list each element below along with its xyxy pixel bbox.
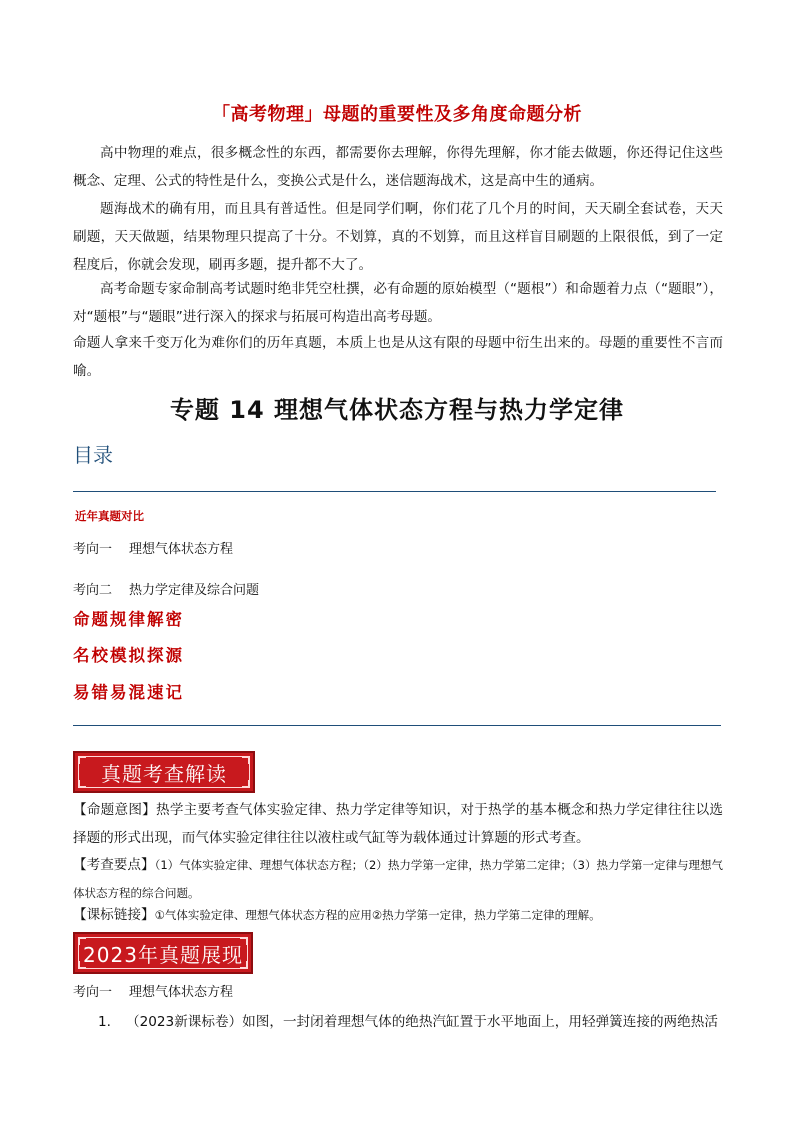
problem-number: 1. — [98, 1014, 111, 1030]
link-text: ①气体实验定律、理想气体状态方程的应用②热力学第一定律，热力学第二定律的理解。 — [154, 908, 601, 922]
intent-text: 热学主要考查气体实验定律、热力学定律等知识，对于热学的基本概念和热力学定律往往以选择题的形式出现，而气体实验定律往往以液柱或气缸等为载体通过计算题的形式考查。 — [73, 802, 724, 846]
toc-item-label: 理想气体状态方程 — [129, 542, 234, 557]
toc-bottom-divider — [73, 725, 721, 726]
proposition-intent — [73, 796, 723, 852]
exam-key-points — [73, 851, 723, 907]
banner-label: 真题考查解读 — [101, 761, 227, 786]
link-label: 【课标链接】 — [73, 907, 155, 923]
curriculum-link — [73, 901, 723, 929]
intro-paragraph-2: 题海战术的确有用，而且具有普适性。但是同学们啊，你们花了几个月的时间，天天刷全套试卷，天天刷题，天天做题，结果物理只提高了十分。不划算，真的不划算，而且这样盲目刷题的上限很低，到了一定程度后，你就会发现，刷再多题，提升都不大了。 — [73, 201, 723, 273]
topic-title: 专题 14 理想气体状态方程与热力学定律 — [169, 396, 625, 424]
intro-paragraph-3: 高考命题专家命制高考试题时绝非凭空杜撰，必有命题的原始模型（“题根”）和命题着力点（“题眼”），对“题根”与“题眼”进行深入的探求与拓展可构造出高考母题。 — [73, 281, 723, 325]
toc-item-mock-source[interactable]: 名校模拟探源 — [73, 646, 184, 665]
section-banner-exam-analysis — [73, 751, 255, 793]
toc-item-pattern-decode[interactable]: 命题规律解密 — [73, 610, 184, 629]
section-direction-1 — [73, 981, 233, 1000]
problem-text: （2023新课标卷）如图，一封闭着理想气体的绝热汽缸置于水平地面上，用轻弹簧连接的两绝热活 — [126, 1014, 718, 1030]
toc-item-error-notes[interactable]: 易错易混速记 — [73, 683, 184, 702]
document-title: 「高考物理」母题的重要性及多角度命题分析 — [212, 104, 582, 125]
toc-item-direction-2[interactable] — [73, 579, 259, 598]
intent-label: 【命题意图】 — [73, 802, 157, 818]
problem-1 — [98, 1010, 723, 1034]
toc-item-key: 考向一 — [73, 542, 113, 557]
section-label: 理想气体状态方程 — [129, 985, 234, 1000]
intro-paragraph-1: 高中物理的难点，很多概念性的东西，都需要你去理解，你得先理解，你才能去做题，你还得记住这些概念、定理、公式的特性是什么，变换公式是什么，迷信题海战术，这是高中生的通病。 — [73, 145, 723, 189]
toc-section-recent-exams[interactable]: 近年真题对比 — [75, 509, 144, 523]
points-label: 【考查要点】 — [73, 857, 155, 873]
toc-item-direction-1[interactable] — [73, 538, 233, 557]
toc-item-key: 考向二 — [73, 583, 113, 598]
intro-paragraph-4: 命题人拿来千变万化为难你们的历年真题，本质上也是从这有限的母题中衍生出来的。母题的重要性不言而喻。 — [73, 335, 723, 379]
toc-top-divider — [73, 491, 716, 492]
banner-label: 2023年真题展现 — [83, 942, 243, 967]
toc-item-label: 热力学定律及综合问题 — [129, 583, 260, 598]
toc-heading: 目录 — [73, 443, 113, 467]
points-text: （1）气体实验定律、理想气体状态方程；（2）热力学第一定律，热力学第二定律；（3）热力学第一定律与理想气体状态方程的综合问题。 — [73, 858, 723, 900]
section-banner-2023-exams — [73, 932, 253, 974]
section-key: 考向一 — [73, 985, 113, 1000]
